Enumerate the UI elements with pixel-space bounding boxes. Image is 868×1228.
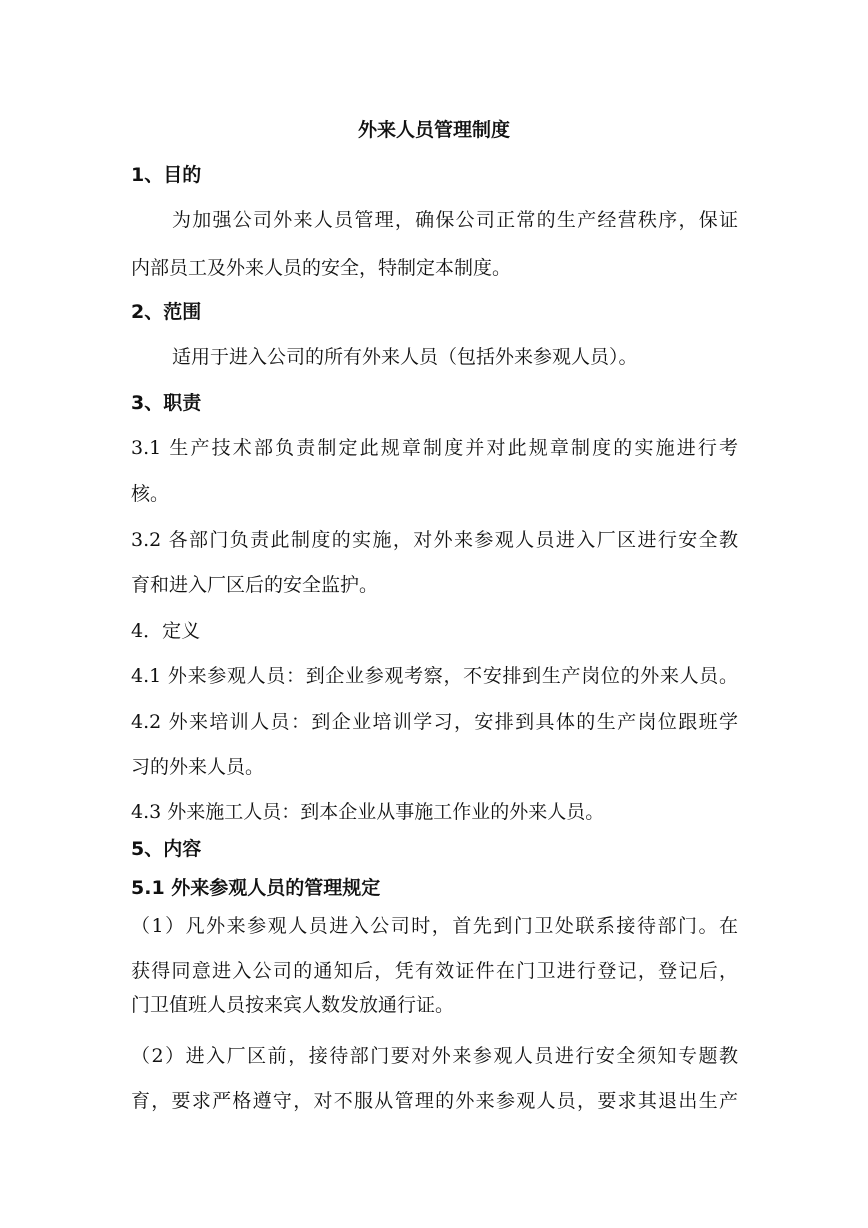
- section-2-paragraph: 适用于进入公司的所有外来人员（包括外来参观人员）。: [172, 346, 638, 368]
- section-1-paragraph-line-1: 为加强公司外来人员管理，确保公司正常的生产经营秩序，保证: [172, 209, 738, 231]
- item-5-1-1-line-1: （1）凡外来参观人员进入公司时，首先到门卫处联系接待部门。在: [131, 915, 738, 937]
- item-5-1-1-line-3: 门卫值班人员按来宾人数发放通行证。: [131, 994, 455, 1016]
- section-3-heading: 3、职责: [131, 392, 202, 414]
- section-1-paragraph-line-2: 内部员工及外来人员的安全，特制定本制度。: [131, 257, 512, 279]
- item-3-2-line-2: 育和进入厂区后的安全监护。: [131, 574, 379, 596]
- item-5-1-1-line-2: 获得同意进入公司的通知后，凭有效证件在门卫进行登记，登记后，: [131, 960, 738, 982]
- item-4-3: 4.3 外来施工人员：到本企业从事施工作业的外来人员。: [131, 801, 605, 823]
- item-3-2-line-1: 3.2 各部门负责此制度的实施，对外来参观人员进入厂区进行安全教: [131, 529, 738, 551]
- item-4-2-line-2: 习的外来人员。: [131, 756, 265, 778]
- section-5-heading: 5、内容: [131, 838, 202, 860]
- item-5-1-2-line-2: 育，要求严格遵守，对不服从管理的外来参观人员，要求其退出生产: [131, 1090, 738, 1112]
- section-5-1-heading: 5.1 外来参观人员的管理规定: [131, 877, 381, 899]
- section-2-heading: 2、范围: [131, 301, 202, 323]
- item-5-1-2-line-1: （2）进入厂区前，接待部门要对外来参观人员进行安全须知专题教: [131, 1045, 738, 1067]
- item-4-2-line-1: 4.2 外来培训人员：到企业培训学习，安排到具体的生产岗位跟班学: [131, 711, 738, 733]
- section-1-heading: 1、目的: [131, 164, 202, 186]
- item-4-1: 4.1 外来参观人员：到企业参观考察，不安排到生产岗位的外来人员。: [131, 665, 738, 687]
- document-title: 外来人员管理制度: [357, 119, 510, 141]
- item-3-1-line-1: 3.1 生产技术部负责制定此规章制度并对此规章制度的实施进行考: [131, 437, 738, 459]
- item-3-1-line-2: 核。: [131, 483, 170, 505]
- section-4-heading: 4．定义: [131, 620, 201, 642]
